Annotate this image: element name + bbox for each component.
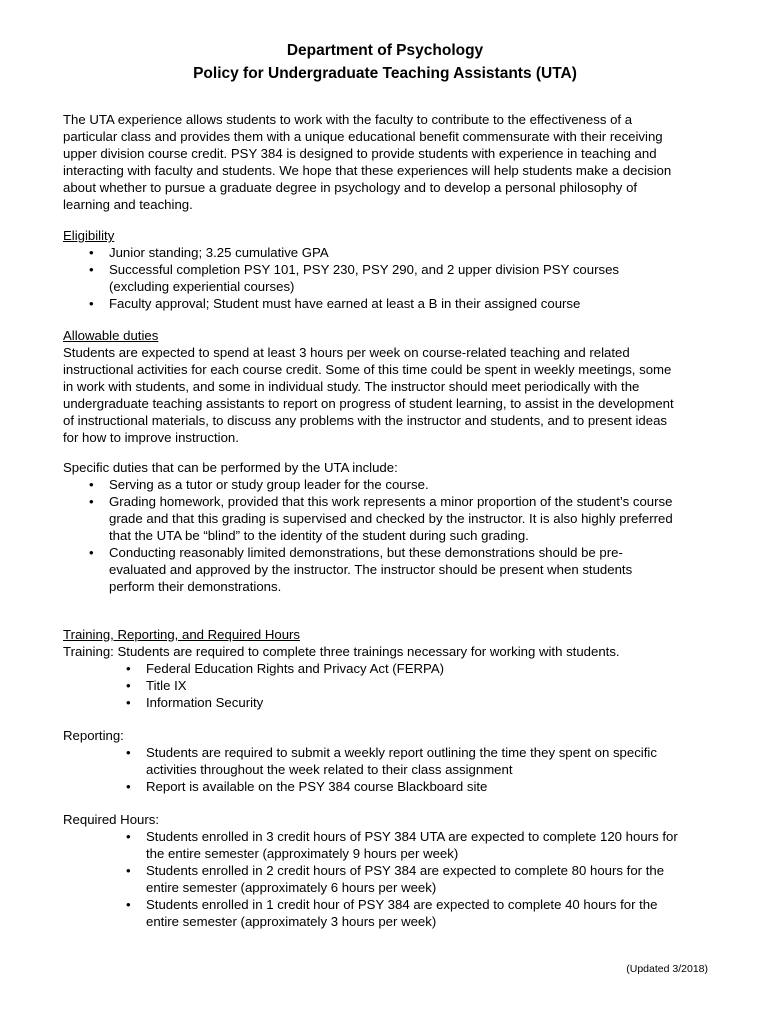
specific-duties-list	[89, 476, 714, 595]
reporting-list	[126, 744, 711, 795]
eligibility-heading: Eligibility	[63, 228, 115, 243]
list-item: • Faculty approval; Student must have earned at least a B in their assigned course	[89, 295, 714, 312]
list-item: • Information Security	[126, 694, 711, 711]
allowable-duties-heading: Allowable duties	[63, 328, 159, 343]
list-item: • Report is available on the PSY 384 course Blackboard site	[126, 778, 711, 795]
list-item: • Serving as a tutor or study group leader for the course.	[89, 476, 714, 493]
list-item: • Federal Education Rights and Privacy Act (FERPA)	[126, 660, 711, 677]
list-item: • Students enrolled in 2 credit hours of PSY 384 are expected to complete 80 hours for the entire semester (approximately 6 hours per week)	[126, 862, 711, 896]
updated-date: (Updated 3/2018)	[626, 963, 708, 975]
list-item: • Students enrolled in 3 credit hours of PSY 384 UTA are expected to complete 120 hours for the entire semester (approximately 9 hours per week)	[126, 828, 711, 862]
list-item: • Students are required to submit a weekly report outlining the time they spent on specific activities throughout the week related to their class assignment	[126, 744, 711, 778]
list-item: • Conducting reasonably limited demonstrations, but these demonstrations should be pre- evaluated and approved by the instructor. The instructor should be present when students perform their demonstrations.	[89, 544, 714, 595]
policy-title: Policy for Undergraduate Teaching Assistants (UTA)	[193, 65, 577, 82]
list-item: • Title IX	[126, 677, 711, 694]
reporting-label: Reporting:	[63, 728, 124, 743]
department-title: Department of Psychology	[286, 42, 484, 59]
list-item: • Successful completion PSY 101, PSY 230, PSY 290, and 2 upper division PSY courses (excluding experiential courses)	[89, 261, 714, 295]
list-item: • Junior standing; 3.25 cumulative GPA	[89, 244, 714, 261]
required-hours-list	[126, 828, 711, 930]
required-hours-label: Required Hours:	[63, 812, 160, 827]
duties-paragraph: Students are expected to spend at least 3 hours per week on course-related teaching and related instructional activities for each course credit. Some of this time could be spent in weekly meetings, some in work with students, and some in individual study. The instructor should meet periodically with the undergraduate teaching assistants to report on progress of student learning, to assist in the development of instructional materials, to discuss any problems with the instructor and students, and to present ideas for how to improve instruction.	[63, 345, 674, 445]
eligibility-list	[89, 244, 714, 312]
list-item: • Students enrolled in 1 credit hour of PSY 384 are expected to complete 40 hours for the entire semester (approximately 3 hours per week)	[126, 896, 711, 930]
intro-paragraph: The UTA experience allows students to work with the faculty to contribute to the effectiveness of a particular class and provides them with a unique educational benefit commensurate with their receiving upper division course credit. PSY 384 is designed to provide students with experience in teaching and interacting with faculty and students. We hope that these experiences will help students make a decision about whether to pursue a graduate degree in psychology and to develop a personal philosophy of learning and teaching.	[63, 112, 672, 212]
training-list	[126, 660, 711, 711]
specific-duties-intro: Specific duties that can be performed by the UTA include:	[63, 460, 398, 475]
training-intro: Training: Students are required to complete three trainings necessary for working with students.	[63, 644, 620, 659]
training-heading: Training, Reporting, and Required Hours	[63, 627, 301, 642]
list-item: • Grading homework, provided that this work represents a minor proportion of the student’s course grade and that this grading is supervised and checked by the instructor. It is also highly preferred that the UTA be “blind” to the identity of the student during such grading.	[89, 493, 714, 544]
